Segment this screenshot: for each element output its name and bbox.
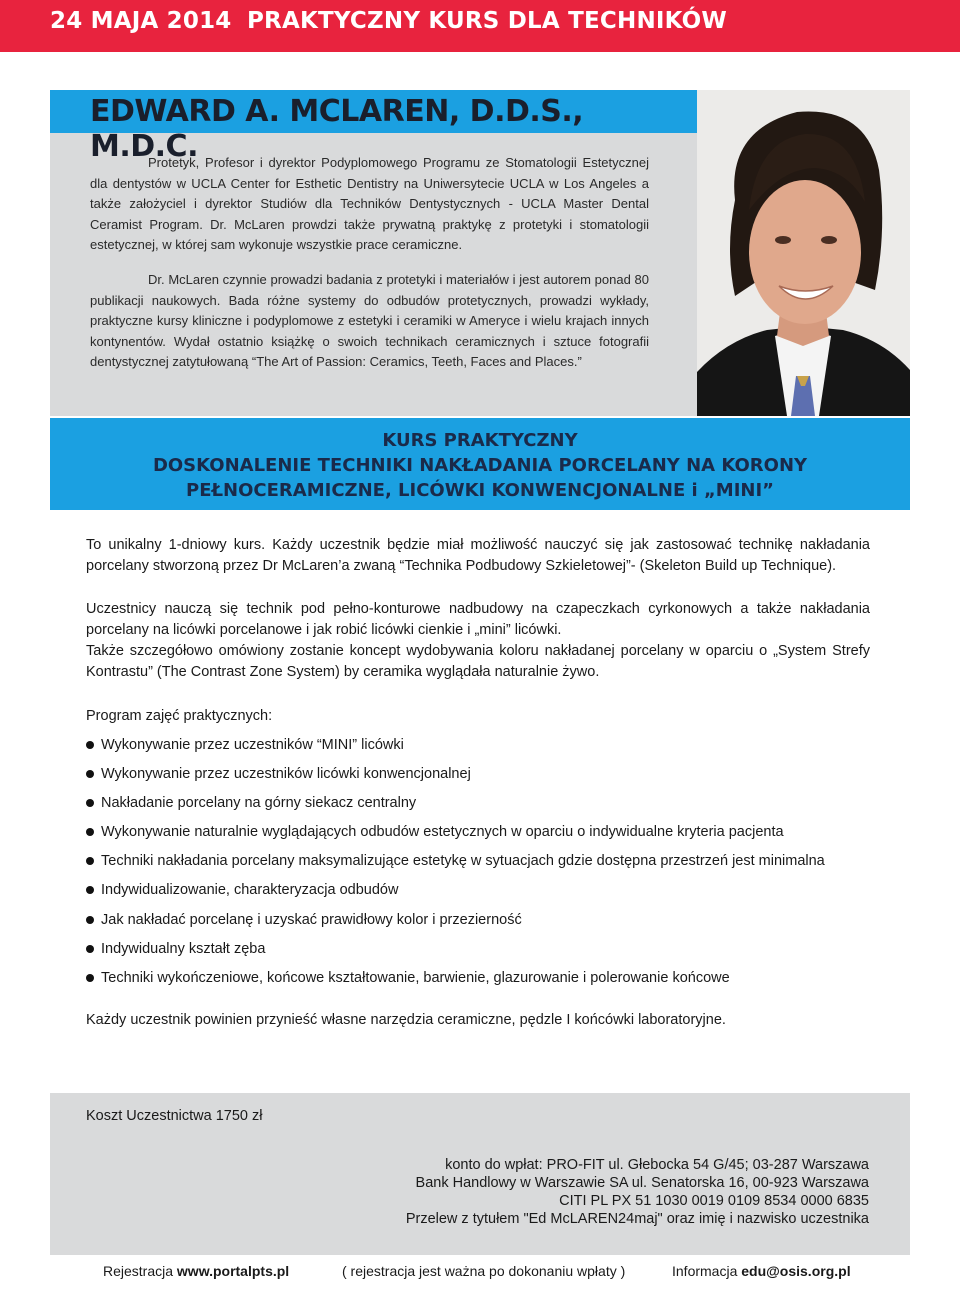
bank-line: Przelew z tytułem "Ed McLAREN24maj" oraz imię i nazwisko uczestnika — [405, 1211, 869, 1227]
bank-line: Bank Handlowy w Warszawie SA ul. Senatorska 16, 00-923 Warszawa — [415, 1175, 869, 1191]
registration-link[interactable]: www.portalpts.pl — [176, 1263, 290, 1279]
list-item: Wykonywanie przez uczestników licówki konwencjonalnej — [86, 763, 886, 792]
program-title: Program zajęć praktycznych: — [86, 708, 273, 724]
list-item: Nakładanie porcelany na górny siekacz centralny — [86, 792, 886, 821]
speaker-name: EDWARD A. MCLAREN, D.D.S., M.D.C. — [90, 94, 584, 164]
bullet-icon — [86, 799, 94, 807]
bank-details — [309, 1156, 869, 1228]
bio-paragraph-2: Dr. McLaren czynnie prowadzi badania z protetyki i materiałów i jest autorem ponad 80 publikacji naukowych. Bada różne systemy do odbudów protetycznych, prowadzi wykłady, praktyczne kursy kliniczne i podyplomowe z estetyki i ceramiki w Ameryce i wielu krajach innych kontynentów. Wydał ostatnio książkę o swoich technikach ceramicznych i sztuce fotografii dentystycznej zatytułowaną “The Art of Passion: Ceramics, Teeth, Faces and Places.” — [90, 272, 649, 370]
bio-paragraph-1: Protetyk, Profesor i dyrektor Podyplomowego Programu ze Stomatologii Estetycznej dla dentystów w UCLA Center for Esthetic Dentistry na Uniwersytecie UCLA w Los Angeles a także założyciel i dyrektor Studiów dla Techników Dentystycznych - UCLA Master Dental Ceramist Program. Dr. McLaren prowdzi także prywatną praktykę z protetyki i stomatologii estetycznej, w której sam wykonuje wszystkie prace ceramiczne. — [90, 155, 649, 253]
footer-note: ( rejestracja jest ważna po dokonaniu wpłaty ) — [342, 1263, 626, 1279]
list-item: Indywidualizowanie, charakteryzacja odbudów — [86, 879, 886, 908]
bullet-icon — [86, 770, 94, 778]
list-item: Techniki nakładania porcelany maksymalizujące estetykę w sytuacjach gdzie dostępna przestrzeń jest minimalna — [86, 850, 886, 879]
bank-line: konto do wpłat: PRO-FIT ul. Głebocka 54 G/45; 03-287 Warszawa — [445, 1157, 869, 1173]
bullet-icon — [86, 741, 94, 749]
speaker-name-bar — [50, 90, 697, 164]
course-description: Uczestnicy nauczą się technik pod pełno-konturowe nadbudowy na czapeczkach cyrkonowych a także nakładania porcelany na licówki porcelanowe i jak robić licówki cienkie i „mini” licówki. — [86, 601, 870, 638]
course-cost: Koszt Uczestnictwa 1750 zł — [86, 1108, 263, 1124]
list-item: Techniki wykończeniowe, końcowe kształtowanie, barwienie, glazurowanie i polerowanie końcowe — [86, 967, 886, 996]
speaker-photo — [697, 90, 910, 416]
bullet-icon — [86, 916, 94, 924]
top-banner — [0, 0, 960, 76]
course-title-line-1: DOSKONALENIE TECHNIKI NAKŁADANIA PORCELANY NA KORONY — [152, 455, 808, 476]
bank-line: CITI PL PX 51 1030 0019 0109 8534 0000 6835 — [559, 1193, 869, 1209]
info-email-link[interactable]: edu@osis.org.pl — [741, 1263, 851, 1279]
closing-note: Każdy uczestnik powinien przynieść własne narzędzia ceramiczne, pędzle I końcówki laboratoryjne. — [86, 1012, 726, 1028]
bullet-icon — [86, 828, 94, 836]
bullet-icon — [86, 974, 94, 982]
bullet-icon — [86, 945, 94, 953]
list-item: Jak nakładać porcelanę i uzyskać prawidłowy kolor i przezierność — [86, 909, 886, 938]
course-title-line-2: PEŁNOCERAMICZNE, LICÓWKI KONWENCJONALNE i „MINI” — [186, 480, 774, 501]
registration-label: Rejestracja — [103, 1263, 174, 1279]
bullet-icon — [86, 857, 94, 865]
course-type: KURS PRAKTYCZNY — [382, 430, 578, 451]
list-item: Wykonywanie naturalnie wyglądających odbudów estetycznych w oparciu o indywidualne kryteria pacjenta — [86, 821, 886, 850]
course-intro: To unikalny 1-dniowy kurs. Każdy uczestnik będzie miał możliwość nauczyć się jak zastosować technikę nakładania porcelany stworzoną przez Dr McLaren’a zwaną “Technika Podbudowy Szkieletowej”- (Skeleton Build up Technique). — [86, 537, 870, 574]
list-item: Wykonywanie przez uczestników “MINI” licówki — [86, 734, 886, 763]
footer-info — [672, 1263, 851, 1279]
footer-registration — [103, 1263, 289, 1279]
course-description-2: Także szczegółowo omówiony zostanie koncept wydobywania koloru nakładanej porcelany w oparciu o „System Strefy Kontrastu” (The Contrast Zone System) by ceramika wyglądała naturalnie żywo. — [86, 643, 870, 680]
program-list — [86, 734, 886, 996]
bullet-icon — [86, 886, 94, 894]
event-date: 24 MAJA 2014 — [50, 8, 232, 34]
info-label: Informacja — [672, 1263, 738, 1279]
course-title-bar — [50, 418, 910, 510]
list-item: Indywidualny kształt zęba — [86, 938, 886, 967]
event-title: PRAKTYCZNY KURS DLA TECHNIKÓW DENTYSTYCZNYCH — [247, 8, 727, 76]
